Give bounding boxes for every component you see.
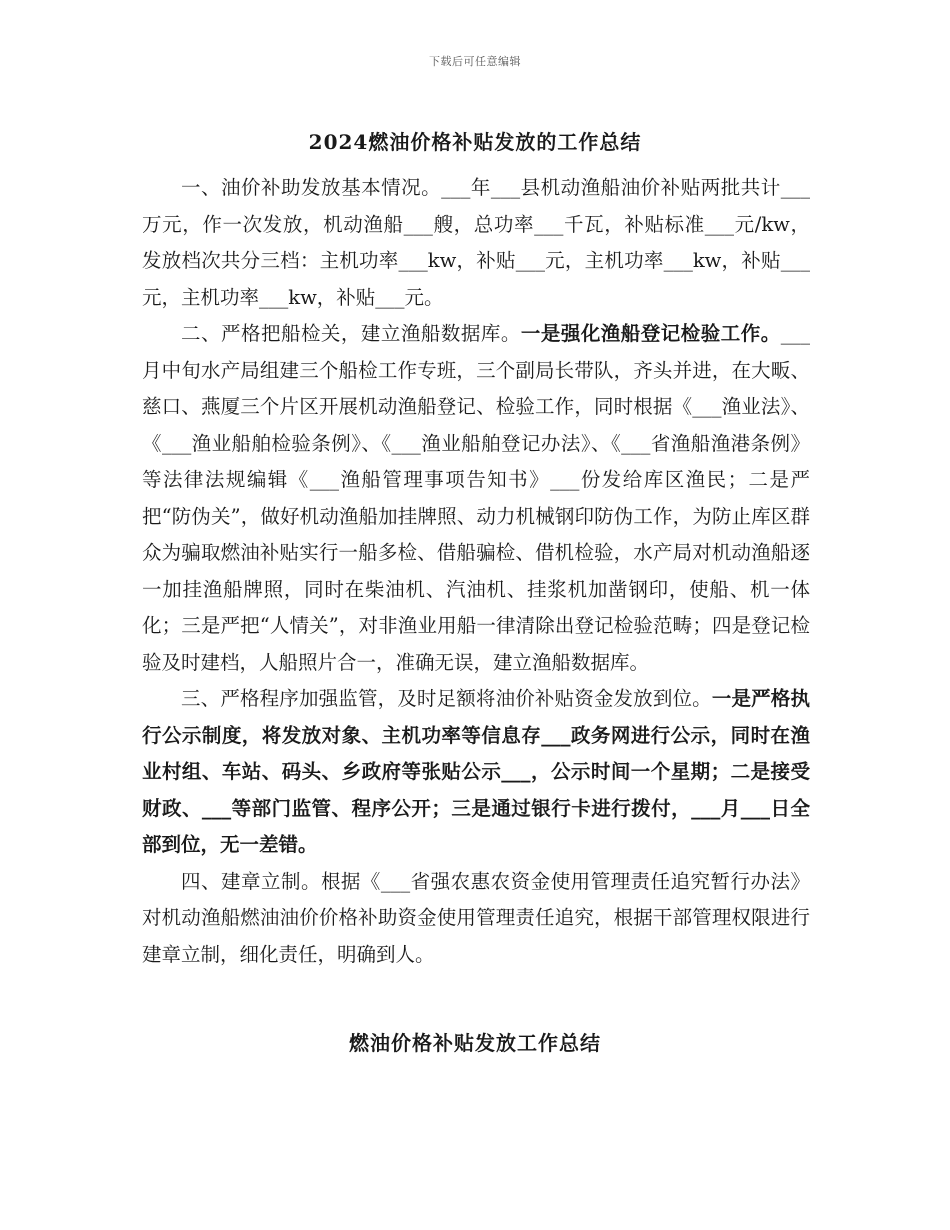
paragraph-3-bold: 一是严格执行公示制度，将发放对象、主机功率等信息存___政务网进行公示，同时在渔业村组、车站、码头、乡政府等张贴公示___，公示时间一个星期；二是接受财政、___等部门监管、程序公开；三是通过银行卡进行拨付，___月___日全部到位，无一差错。 — [142, 687, 810, 856]
paragraph-3-lead: 三、严格程序加强监管，及时足额将油价补贴资金发放到位。 — [181, 687, 712, 710]
document-body — [142, 170, 810, 973]
paragraph-1 — [142, 170, 810, 316]
paragraph-2-bold: 一是强化渔船登记检验工作。 — [520, 322, 781, 345]
paragraph-2 — [142, 316, 810, 681]
paragraph-2-lead: 二、严格把船检关，建立渔船数据库。 — [181, 322, 521, 345]
paragraph-2-rest: ___月中旬水产局组建三个船检工作专班，三个副局长带队，齐头并进，在大畈、慈口、燕厦三个片区开展机动渔船登记、检验工作，同时根据《___渔业法》、《___渔业船舶检验条例》、《___渔业船舶登记办法》、《___省渔船渔港条例》等法律法规编辑《___渔船管理事项告知书》___份发给库区渔民；二是严把“防伪关”，做好机动渔船加挂牌照、动力机械钢印防伪工作，为防止库区群众为骗取燃油补贴实行一船多检、借船骗检、借机检验，水产局对机动渔船逐一加挂渔船牌照，同时在柴油机、汽油机、挂浆机加凿钢印，使船、机一体化；三是严把“人情关”，对非渔业用船一律清除出登记检验范畴；四是登记检验及时建档，人船照片合一，准确无误，建立渔船数据库。 — [142, 322, 810, 674]
paragraph-3 — [142, 681, 810, 864]
paragraph-4 — [142, 864, 810, 974]
paragraph-4-text: 四、建章立制。根据《___省强农惠农资金使用管理责任追究暂行办法》对机动渔船燃油油价价格补助资金使用管理责任追究，根据干部管理权限进行建章立制，细化责任，明确到人。 — [142, 869, 810, 966]
page-header-note: 下载后可任意编辑 — [429, 55, 521, 68]
paragraph-1-text: 一、油价补助发放基本情况。___年___县机动渔船油价补贴两批共计___万元，作一次发放，机动渔船___艘，总功率___千瓦，补贴标准___元/kw，发放档次共分三档：主机功率___kw，补贴___元，主机功率___kw，补贴___元，主机功率___kw，补贴___元。 — [142, 176, 810, 309]
document-title: 2024燃油价格补贴发放的工作总结 — [308, 130, 642, 154]
second-document-title: 燃油价格补贴发放工作总结 — [349, 1031, 601, 1055]
